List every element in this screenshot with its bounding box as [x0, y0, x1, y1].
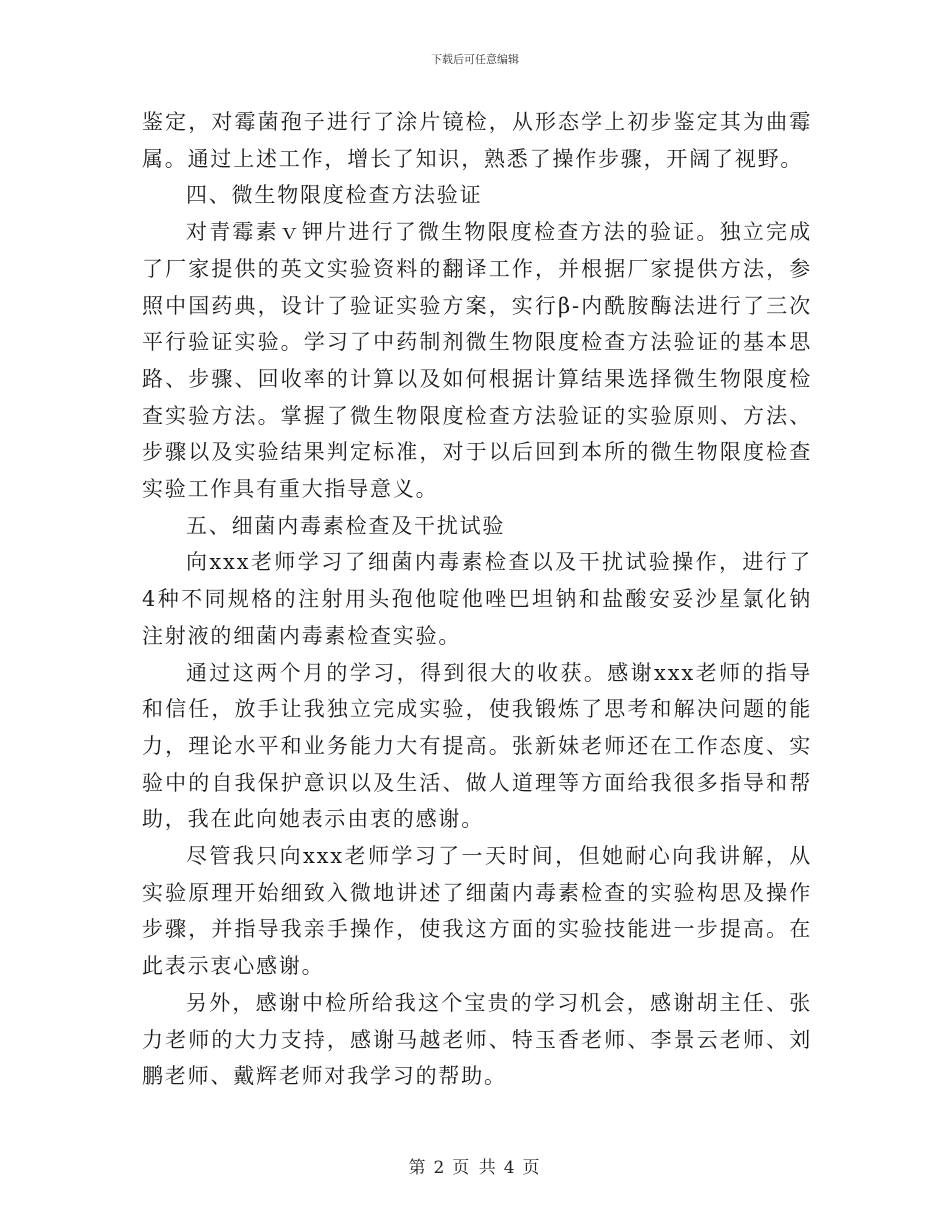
paragraph: 向xxx老师学习了细菌内毒素检查以及干扰试验操作，进行了4种不同规格的注射用头孢他啶他唑巴坦钠和盐酸安妥沙星氯化钠注射液的细菌内毒素检查实验。: [142, 550, 812, 648]
current-page-number: 2: [433, 1158, 447, 1178]
header-note: 下载后可任意编辑: [431, 53, 519, 66]
page-footer: [0, 1153, 950, 1178]
total-pages-number: 4: [503, 1158, 517, 1178]
section-heading-4: 四、微生物限度检查方法验证: [186, 183, 483, 208]
section-heading-5: 五、细菌内毒素检查及干扰试验: [186, 513, 506, 538]
paragraph: 对青霉素ｖ钾片进行了微生物限度检查方法的验证。独立完成了厂家提供的英文实验资料的翻译工作，并根据厂家提供方法，参照中国药典，设计了验证实验方案，实行β-内酰胺酶法进行了三次平行验证实验。学习了中药制剂微生物限度检查方法验证的基本思路、步骤、回收率的计算以及如何根据计算结果选择微生物限度检查实验方法。掌握了微生物限度检查方法验证的实验原则、方法、步骤以及实验结果判定标准，对于以后回到本所的微生物限度检查实验工作具有重大指导意义。: [142, 220, 812, 502]
paragraph-continuation: 鉴定，对霉菌孢子进行了涂片镜检，从形态学上初步鉴定其为曲霉属。通过上述工作，增长了知识，熟悉了操作步骤，开阔了视野。: [142, 110, 812, 171]
footer-suffix: 页: [522, 1158, 542, 1178]
footer-prefix: 第: [408, 1158, 428, 1178]
paragraph: 尽管我只向xxx老师学习了一天时间，但她耐心向我讲解，从实验原理开始细致入微地讲述了细菌内毒素检查的实验构思及操作步骤，并指导我亲手操作，使我这方面的实验技能进一步提高。在此表示衷心感谢。: [142, 844, 812, 979]
paragraph: 通过这两个月的学习，得到很大的收获。感谢xxx老师的指导和信任，放手让我独立完成实验，使我锻炼了思考和解决问题的能力，理论水平和业务能力大有提高。张新妹老师还在工作态度、实验中的自我保护意识以及生活、做人道理等方面给我很多指导和帮助，我在此向她表示由衷的感谢。: [142, 660, 812, 832]
footer-mid: 页 共: [452, 1158, 498, 1178]
document-body: [142, 104, 812, 1095]
paragraph: 另外，感谢中检所给我这个宝贵的学习机会，感谢胡主任、张力老师的大力支持，感谢马越老师、特玉香老师、李景云老师、刘鹏老师、戴辉老师对我学习的帮助。: [142, 990, 812, 1089]
